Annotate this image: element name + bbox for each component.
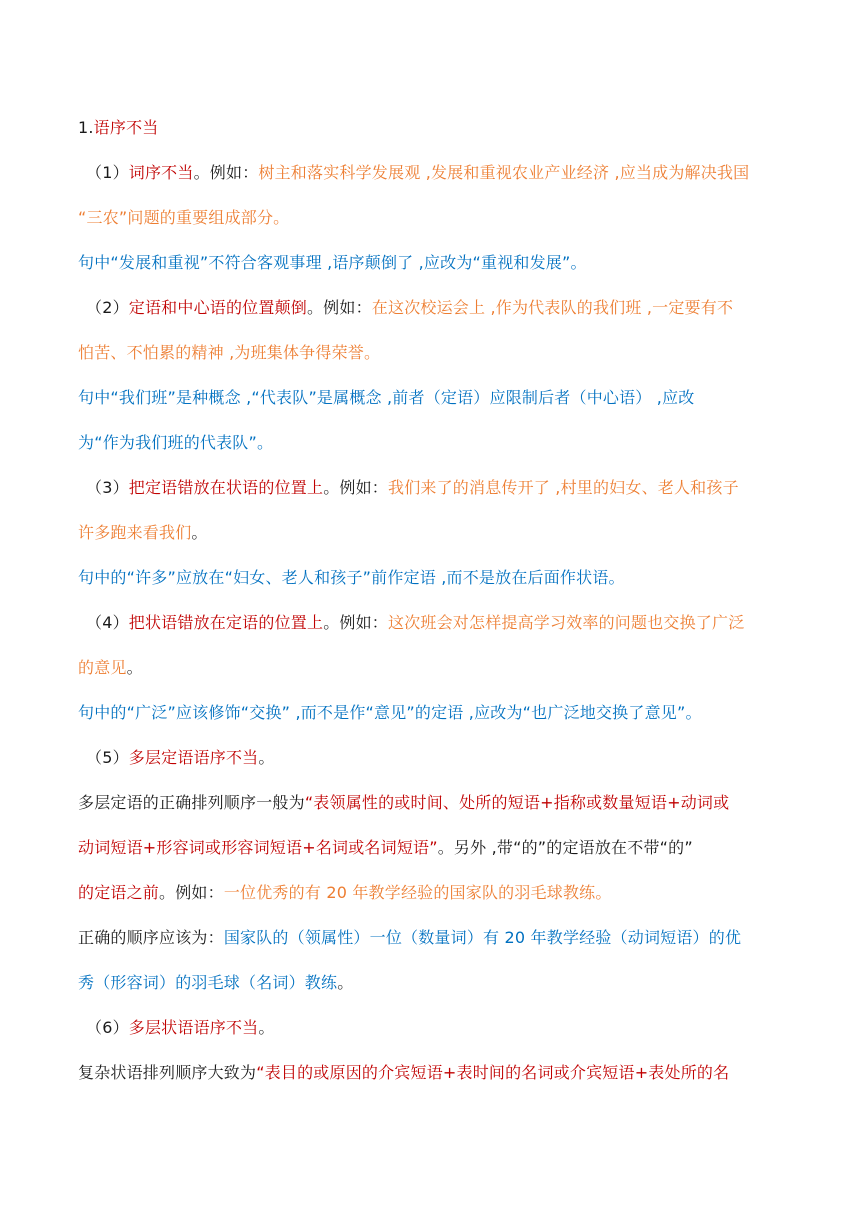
item-4-explanation	[78, 698, 788, 728]
answer-text: 秀（形容词）的羽毛球（名词）教练	[78, 973, 338, 992]
example-intro: 。例如：	[193, 163, 259, 182]
item-4-line-2	[78, 653, 788, 683]
rule-text: “表目的或原因的介宾短语+表时间的名词或介宾短语+表处所的名	[256, 1063, 730, 1082]
example-text: “三农”问题的重要组成部分。	[78, 208, 290, 227]
explanation-text: 句中的“广泛”应该修饰“交换” ,而不是作“意见”的定语 ,应改为“也广泛地交换了意见”。	[78, 703, 702, 722]
example-intro: 。例如：	[323, 613, 388, 632]
item-5-rule-line-1	[78, 788, 788, 818]
rule-text: “表领属性的或时间、处所的短语+指称或数量短语+动词或	[304, 793, 730, 812]
section-heading	[78, 113, 788, 143]
item-2-line-1	[86, 293, 796, 323]
item-5-answer-line-1	[78, 923, 788, 953]
punctuation: 。	[126, 658, 143, 677]
item-term: 多层定语语序不当	[128, 748, 259, 767]
item-4-line-1	[86, 608, 796, 638]
item-term: 定语和中心语的位置颠倒	[128, 298, 307, 317]
item-term: 词序不当	[128, 163, 194, 182]
example-text: 树主和落实科学发展观 ,发展和重视农业产业经济 ,应当成为解决我国	[258, 163, 750, 182]
rule-note: 。另外 ,带“的”的定语放在不带“的”	[437, 838, 693, 857]
item-3-line-1	[86, 473, 796, 503]
rule-text: 动词短语+形容词或形容词短语+名词或名词短语”	[78, 838, 438, 857]
item-number: （5）	[86, 748, 129, 767]
item-1-line-2	[78, 203, 788, 233]
item-number: （3）	[86, 478, 129, 497]
example-intro: 。例如：	[323, 478, 388, 497]
item-number: （6）	[86, 1018, 129, 1037]
example-text: 这次班会对怎样提高学习效率的问题也交换了广泛	[388, 613, 745, 632]
item-number: （4）	[86, 613, 129, 632]
item-2-explanation-2	[78, 428, 788, 458]
example-intro: 。例如：	[306, 298, 372, 317]
item-term: 多层状语语序不当	[128, 1018, 259, 1037]
item-5-answer-line-2	[78, 968, 788, 998]
item-number: （1）	[86, 163, 129, 182]
item-6-rule-line-1	[78, 1058, 788, 1088]
heading-title: 语序不当	[93, 118, 159, 137]
example-text: 的意见	[78, 658, 127, 677]
explanation-text: 句中“发展和重视”不符合客观事理 ,语序颠倒了 ,应改为“重视和发展”。	[78, 253, 587, 272]
example-intro: 。例如：	[159, 883, 224, 902]
rule-text: 的定语之前	[78, 883, 160, 902]
item-5-rule-line-3	[78, 878, 788, 908]
rule-intro: 复杂状语排列顺序大致为	[78, 1063, 257, 1082]
item-5-heading	[86, 743, 796, 773]
item-2-line-2	[78, 338, 788, 368]
explanation-text: 为“作为我们班的代表队”。	[78, 433, 274, 452]
item-5-rule-line-2	[78, 833, 788, 863]
item-1-line-1	[86, 158, 796, 188]
example-text: 在这次校运会上 ,作为代表队的我们班 ,一定要有不	[371, 298, 734, 317]
item-2-explanation-1	[78, 383, 788, 413]
item-3-line-2	[78, 518, 788, 548]
item-term: 把状语错放在定语的位置上	[128, 613, 324, 632]
punctuation: 。	[258, 1018, 275, 1037]
item-term: 把定语错放在状语的位置上	[128, 478, 324, 497]
item-number: （2）	[86, 298, 129, 317]
example-text: 我们来了的消息传开了 ,村里的妇女、老人和孩子	[388, 478, 739, 497]
answer-intro: 正确的顺序应该为：	[78, 928, 224, 947]
heading-number: 1.	[78, 118, 94, 137]
example-text: 许多跑来看我们	[78, 523, 192, 542]
item-6-heading	[86, 1013, 796, 1043]
explanation-text: 句中“我们班”是种概念 ,“代表队”是属概念 ,前者（定语）应限制后者（中心语） ,应改	[78, 388, 695, 407]
example-text: 一位优秀的有 20 年教学经验的国家队的羽毛球教练。	[223, 883, 612, 902]
explanation-text: 句中的“许多”应放在“妇女、老人和孩子”前作定语 ,而不是放在后面作状语。	[78, 568, 625, 587]
punctuation: 。	[337, 973, 354, 992]
item-3-explanation	[78, 563, 788, 593]
rule-intro: 多层定语的正确排列顺序一般为	[78, 793, 305, 812]
item-1-explanation	[78, 248, 788, 278]
punctuation: 。	[258, 748, 275, 767]
example-text: 怕苦、不怕累的精神 ,为班集体争得荣誉。	[78, 343, 381, 362]
answer-text: 国家队的（领属性）一位（数量词）有 20 年教学经验（动词短语）的优	[223, 928, 742, 947]
punctuation: 。	[191, 523, 208, 542]
